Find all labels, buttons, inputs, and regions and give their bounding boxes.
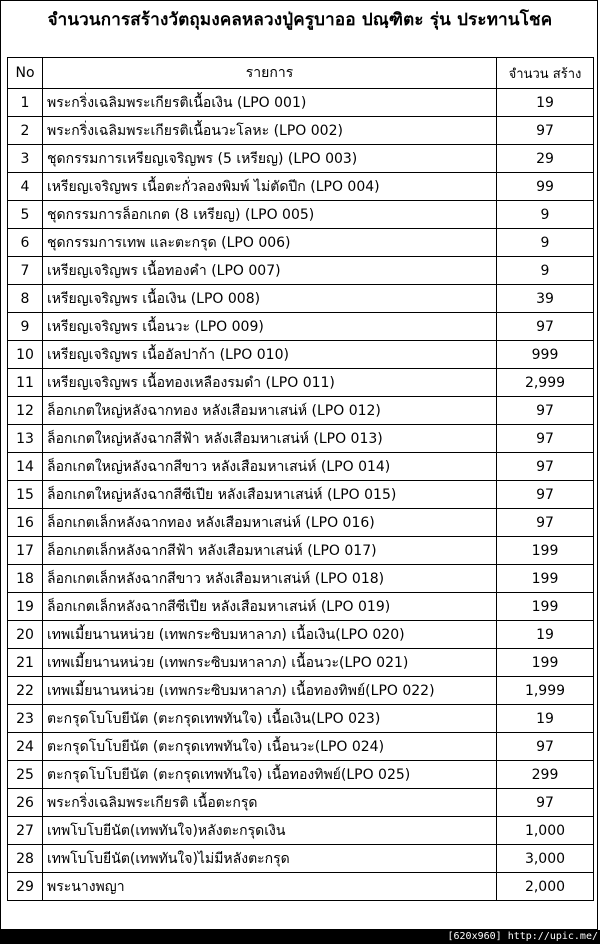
table-row xyxy=(8,621,594,649)
row-number: 22 xyxy=(8,677,43,705)
row-number: 10 xyxy=(8,341,43,369)
row-item: พระกริ่งเฉลิมพระเกียรติเนื้อนวะโลหะ (LPO 002) xyxy=(43,117,497,145)
row-item: ชุดกรรมการล็อกเกต (8 เหรียญ) (LPO 005) xyxy=(43,201,497,229)
row-quantity: 199 xyxy=(497,565,594,593)
row-item: เทพเมี้ยนานหน่วย (เทพกระซิบมหาลาภ) เนื้อเงิน(LPO 020) xyxy=(43,621,497,649)
row-quantity: 299 xyxy=(497,761,594,789)
row-quantity: 29 xyxy=(497,145,594,173)
row-quantity: 199 xyxy=(497,537,594,565)
row-number: 21 xyxy=(8,649,43,677)
row-quantity: 9 xyxy=(497,229,594,257)
table-row xyxy=(8,341,594,369)
table-row xyxy=(8,145,594,173)
table-row xyxy=(8,593,594,621)
row-number: 1 xyxy=(8,89,43,117)
row-number: 29 xyxy=(8,873,43,901)
row-number: 27 xyxy=(8,817,43,845)
table-row xyxy=(8,313,594,341)
row-quantity: 19 xyxy=(497,89,594,117)
row-number: 28 xyxy=(8,845,43,873)
table-row xyxy=(8,873,594,901)
row-quantity: 1,000 xyxy=(497,817,594,845)
row-number: 3 xyxy=(8,145,43,173)
footer-bar xyxy=(0,930,600,944)
row-item: เทพเมี้ยนานหน่วย (เทพกระซิบมหาลาภ) เนื้อทองทิพย์(LPO 022) xyxy=(43,677,497,705)
row-item: เหรียญเจริญพร เนื้อเงิน (LPO 008) xyxy=(43,285,497,313)
page-title: จำนวนการสร้างวัตถุมงคลหลวงปู่ครูบาออ ปณฺฑิตะ รุ่น ประทานโชค xyxy=(47,10,553,30)
row-number: 2 xyxy=(8,117,43,145)
row-item: พระกริ่งเฉลิมพระเกียรติ เนื้อตะกรุด xyxy=(43,789,497,817)
row-item: ตะกรุดโบโบยีนัต (ตะกรุดเทพทันใจ) เนื้อทองทิพย์(LPO 025) xyxy=(43,761,497,789)
row-number: 12 xyxy=(8,397,43,425)
row-item: ล็อกเกตเล็กหลังฉากสีซีเปีย หลังเสือมหาเสน่ห์ (LPO 019) xyxy=(43,593,497,621)
row-quantity: 97 xyxy=(497,313,594,341)
row-quantity: 1,999 xyxy=(497,677,594,705)
row-item: เหรียญเจริญพร เนื้อทองคำ (LPO 007) xyxy=(43,257,497,285)
table-row xyxy=(8,229,594,257)
row-quantity: 19 xyxy=(497,705,594,733)
row-item: เหรียญเจริญพร เนื้อนวะ (LPO 009) xyxy=(43,313,497,341)
row-quantity: 97 xyxy=(497,425,594,453)
row-item: ตะกรุดโบโบยีนัต (ตะกรุดเทพทันใจ) เนื้อนวะ(LPO 024) xyxy=(43,733,497,761)
row-quantity: 9 xyxy=(497,257,594,285)
row-item: ล็อกเกตเล็กหลังฉากสีฟ้า หลังเสือมหาเสน่ห์ (LPO 017) xyxy=(43,537,497,565)
row-item: พระกริ่งเฉลิมพระเกียรติเนื้อเงิน (LPO 001) xyxy=(43,89,497,117)
table-row xyxy=(8,257,594,285)
row-quantity: 2,999 xyxy=(497,369,594,397)
row-item: เหรียญเจริญพร เนื้อตะกั่วลองพิมพ์ ไม่ตัดปีก (LPO 004) xyxy=(43,173,497,201)
row-quantity: 3,000 xyxy=(497,845,594,873)
row-quantity: 199 xyxy=(497,649,594,677)
row-item: เทพเมี้ยนานหน่วย (เทพกระซิบมหาลาภ) เนื้อนวะ(LPO 021) xyxy=(43,649,497,677)
row-item: ล็อกเกตใหญ่หลังฉากสีฟ้า หลังเสือมหาเสน่ห์ (LPO 013) xyxy=(43,425,497,453)
row-item: ล็อกเกตใหญ่หลังฉากสีขาว หลังเสือมหาเสน่ห์ (LPO 014) xyxy=(43,453,497,481)
row-quantity: 39 xyxy=(497,285,594,313)
row-number: 18 xyxy=(8,565,43,593)
row-quantity: 97 xyxy=(497,789,594,817)
table-row xyxy=(8,481,594,509)
table-row xyxy=(8,285,594,313)
table-row xyxy=(8,761,594,789)
row-item: ล็อกเกตใหญ่หลังฉากสีซีเปีย หลังเสือมหาเสน่ห์ (LPO 015) xyxy=(43,481,497,509)
table-row xyxy=(8,173,594,201)
row-number: 20 xyxy=(8,621,43,649)
table-row xyxy=(8,369,594,397)
row-quantity: 19 xyxy=(497,621,594,649)
table-row xyxy=(8,509,594,537)
row-item: ตะกรุดโบโบยีนัต (ตะกรุดเทพทันใจ) เนื้อเงิน(LPO 023) xyxy=(43,705,497,733)
row-quantity: 97 xyxy=(497,481,594,509)
row-number: 4 xyxy=(8,173,43,201)
row-quantity: 97 xyxy=(497,509,594,537)
row-number: 14 xyxy=(8,453,43,481)
row-quantity: 9 xyxy=(497,201,594,229)
row-item: ชุดกรรมการเทพ และตะกรุด (LPO 006) xyxy=(43,229,497,257)
row-number: 26 xyxy=(8,789,43,817)
row-number: 13 xyxy=(8,425,43,453)
table-row xyxy=(8,117,594,145)
row-item: พระนางพญา xyxy=(43,873,497,901)
row-item: เทพโบโบยีนัต(เทพทันใจ)ไม่มีหลังตะกรุด xyxy=(43,845,497,873)
table-row xyxy=(8,201,594,229)
table-row xyxy=(8,845,594,873)
row-number: 25 xyxy=(8,761,43,789)
row-item: เหรียญเจริญพร เนื้ออัลปาก้า (LPO 010) xyxy=(43,341,497,369)
production-table xyxy=(7,57,594,901)
row-number: 5 xyxy=(8,201,43,229)
watermark-text: [620x960] http://upic.me/ xyxy=(447,931,598,942)
table-row xyxy=(8,677,594,705)
table-body xyxy=(8,89,594,901)
row-quantity: 97 xyxy=(497,117,594,145)
row-item: เทพโบโบยีนัต(เทพทันใจ)หลังตะกรุดเงิน xyxy=(43,817,497,845)
row-number: 19 xyxy=(8,593,43,621)
table-row xyxy=(8,537,594,565)
table-row xyxy=(8,89,594,117)
row-item: ล็อกเกตใหญ่หลังฉากทอง หลังเสือมหาเสน่ห์ (LPO 012) xyxy=(43,397,497,425)
row-quantity: 99 xyxy=(497,173,594,201)
table-row xyxy=(8,733,594,761)
header-no: No xyxy=(8,58,43,89)
row-number: 7 xyxy=(8,257,43,285)
row-number: 6 xyxy=(8,229,43,257)
row-item: ล็อกเกตเล็กหลังฉากสีขาว หลังเสือมหาเสน่ห์ (LPO 018) xyxy=(43,565,497,593)
row-number: 9 xyxy=(8,313,43,341)
row-quantity: 97 xyxy=(497,733,594,761)
header-qty: จำนวน สร้าง xyxy=(497,58,594,89)
table-header-row xyxy=(8,58,594,89)
row-number: 23 xyxy=(8,705,43,733)
row-item: ชุดกรรมการเหรียญเจริญพร (5 เหรียญ) (LPO 003) xyxy=(43,145,497,173)
table-row xyxy=(8,397,594,425)
header-item: รายการ xyxy=(43,58,497,89)
row-number: 8 xyxy=(8,285,43,313)
table-row xyxy=(8,789,594,817)
table-row xyxy=(8,425,594,453)
row-item: เหรียญเจริญพร เนื้อทองเหลืองรมดำ (LPO 011) xyxy=(43,369,497,397)
row-quantity: 2,000 xyxy=(497,873,594,901)
row-number: 11 xyxy=(8,369,43,397)
table-row xyxy=(8,649,594,677)
row-quantity: 97 xyxy=(497,397,594,425)
row-quantity: 999 xyxy=(497,341,594,369)
table-row xyxy=(8,453,594,481)
row-quantity: 199 xyxy=(497,593,594,621)
row-quantity: 97 xyxy=(497,453,594,481)
row-number: 16 xyxy=(8,509,43,537)
table-row xyxy=(8,705,594,733)
row-number: 24 xyxy=(8,733,43,761)
row-item: ล็อกเกตเล็กหลังฉากทอง หลังเสือมหาเสน่ห์ (LPO 016) xyxy=(43,509,497,537)
table-row xyxy=(8,565,594,593)
row-number: 15 xyxy=(8,481,43,509)
table-row xyxy=(8,817,594,845)
row-number: 17 xyxy=(8,537,43,565)
